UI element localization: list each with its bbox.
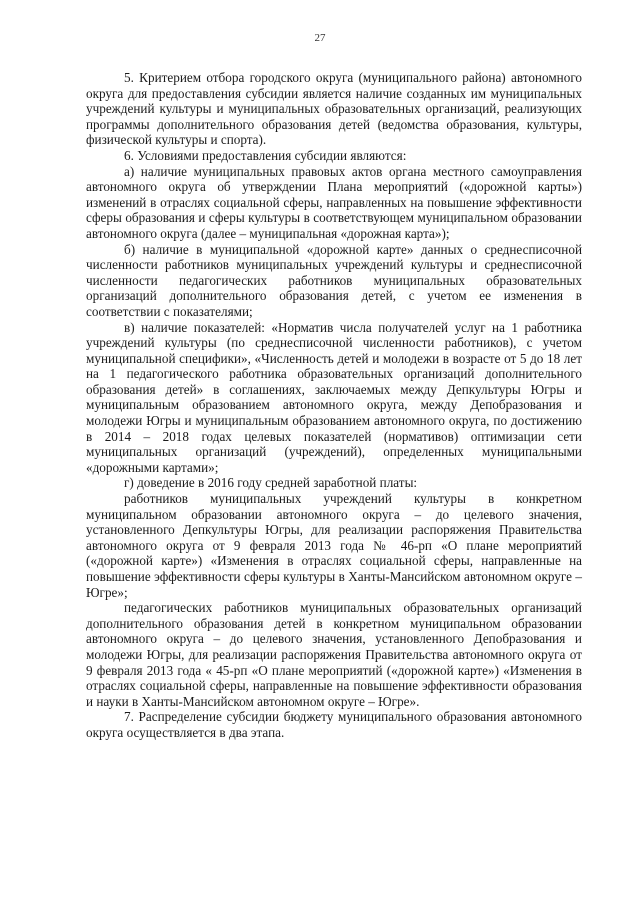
- page-number: 27: [314, 32, 326, 44]
- condition-d-culture-workers: работников муниципальных учреждений культуры в конкретном муниципальном образовании автономного округа – до целевого значения, установленного Депкультуры Югры, для реализации распоряжения Правительства автономного округа от 9 февраля 2013 года № 46-рп «О плане мероприятий («дорожной карте») «Изменения в отраслях социальной сферы, направленные на повышение эффективности сферы культуры в Ханты-Мансийском автономном округе – Югре»;: [86, 491, 582, 600]
- document-body: [86, 70, 582, 741]
- condition-b-headcount-data: б) наличие в муниципальной «дорожной карте» данных о среднесписочной численности работников муниципальных учреждений культуры и среднесписочной численности педагогических работников муниципальных образовательных организаций дополнительного образования детей, с учетом ее изменения в соответствии с показателями;: [86, 241, 582, 319]
- paragraph-5-selection-criterion: 5. Критерием отбора городского округа (муниципального района) автономного округа для предоставления субсидии является наличие созданных им муниципальных учреждений культуры и муниципальных образовательных организаций, реализующих программы дополнительного образования детей (ведомства образования, культуры, физической культуры и спорта).: [86, 70, 582, 148]
- condition-a-legal-acts: а) наличие муниципальных правовых актов органа местного самоуправления автономного округа об утверждении Плана мероприятий («дорожной карты») изменений в отраслях социальной сферы, направленных на повышение эффективности сферы образования и сферы культуры в соответствующем муниципальном образовании автономного округа (далее – муниципальная «дорожная карта»);: [86, 163, 582, 241]
- condition-d-teachers: педагогических работников муниципальных образовательных организаций дополнительного образования детей в конкретном муниципальном образовании автономного округа – до целевого значения, установленного Депобразования и молодежи Югры, для реализации распоряжения Правительства автономного округа от 9 февраля 2013 года « 45-рп «О плане мероприятий («дорожной карте») «Изменения в отраслях социальной сферы, направленные на повышение эффективности образования и науки в Ханты-Мансийском автономном округе – Югре».: [86, 600, 582, 709]
- paragraph-6-conditions-heading: 6. Условиями предоставления субсидии являются:: [124, 147, 407, 163]
- condition-d-salary-heading: г) доведение в 2016 году средней заработной платы:: [124, 475, 418, 491]
- paragraph-7-distribution: 7. Распределение субсидии бюджету муниципального образования автономного округа осуществляется в два этапа.: [86, 709, 582, 740]
- condition-c-indicators: в) наличие показателей: «Норматив числа получателей услуг на 1 работника учреждений культуры (по среднесписочной численности работников), с учетом муниципальной специфики», «Численность детей и молодежи в возрасте от 5 до 18 лет на 1 педагогического работника образовательных организаций дополнительного образования детей» в соглашениях, заключаемых между Депкультуры Югры и муниципальным образованием автономного округа, между Депобразования и молодежи Югры и муниципальным образованием автономного округа, по достижению в 2014 – 2018 годах целевых показателей (нормативов) оптимизации сети муниципальных организаций (учреждений), определенных муниципальными «дорожными картами»;: [86, 319, 582, 475]
